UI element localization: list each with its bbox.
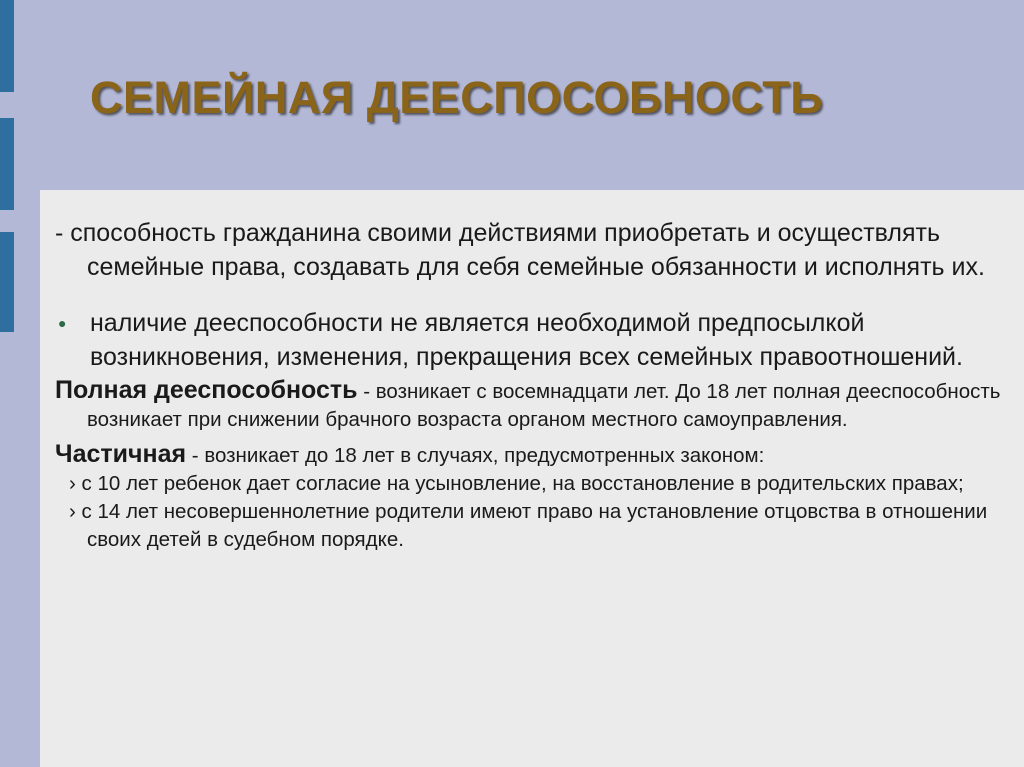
accent-bar-middle (0, 118, 14, 210)
content-text (55, 216, 1005, 554)
bullet-item (55, 306, 1005, 374)
full-capacity-term: Полная дееспособность (55, 376, 358, 404)
full-capacity-text: - возникает с восемнадцати лет. До 18 лет полная дееспособность возникает при снижении брачного возраста органом местного самоуправления. (87, 380, 1001, 431)
partial-capacity-text: - возникает до 18 лет в случаях, предусмотренных законом: (191, 444, 765, 467)
full-capacity-paragraph (55, 376, 1005, 434)
partial-list-item-1: › с 10 лет ребенок дает согласие на усыновление, на восстановление в родительских правах; (69, 472, 964, 495)
partial-list-item-2: › с 14 лет несовершеннолетние родители имеют право на установление отцовства в отношении своих детей в судебном порядке. (69, 500, 988, 551)
slide-title: СЕМЕЙНАЯ ДЕЕСПОСОБНОСТЬ (90, 72, 824, 123)
accent-bar-top (0, 0, 14, 92)
accent-bar-bottom (0, 232, 14, 332)
partial-capacity-term: Частичная (55, 440, 187, 468)
content-panel (40, 190, 1024, 767)
definition-text: - способность гражданина своими действиями приобретать и осуществлять семейные права, создавать для себя семейные обязанности и исполнять их. (55, 219, 985, 281)
bullet-text: наличие дееспособности не является необходимой предпосылкой возникновения, изменения, прекращения всех семейных правоотношений. (90, 309, 963, 371)
partial-capacity-paragraph (55, 440, 1005, 470)
bullet-dot-icon: ● (58, 315, 67, 331)
